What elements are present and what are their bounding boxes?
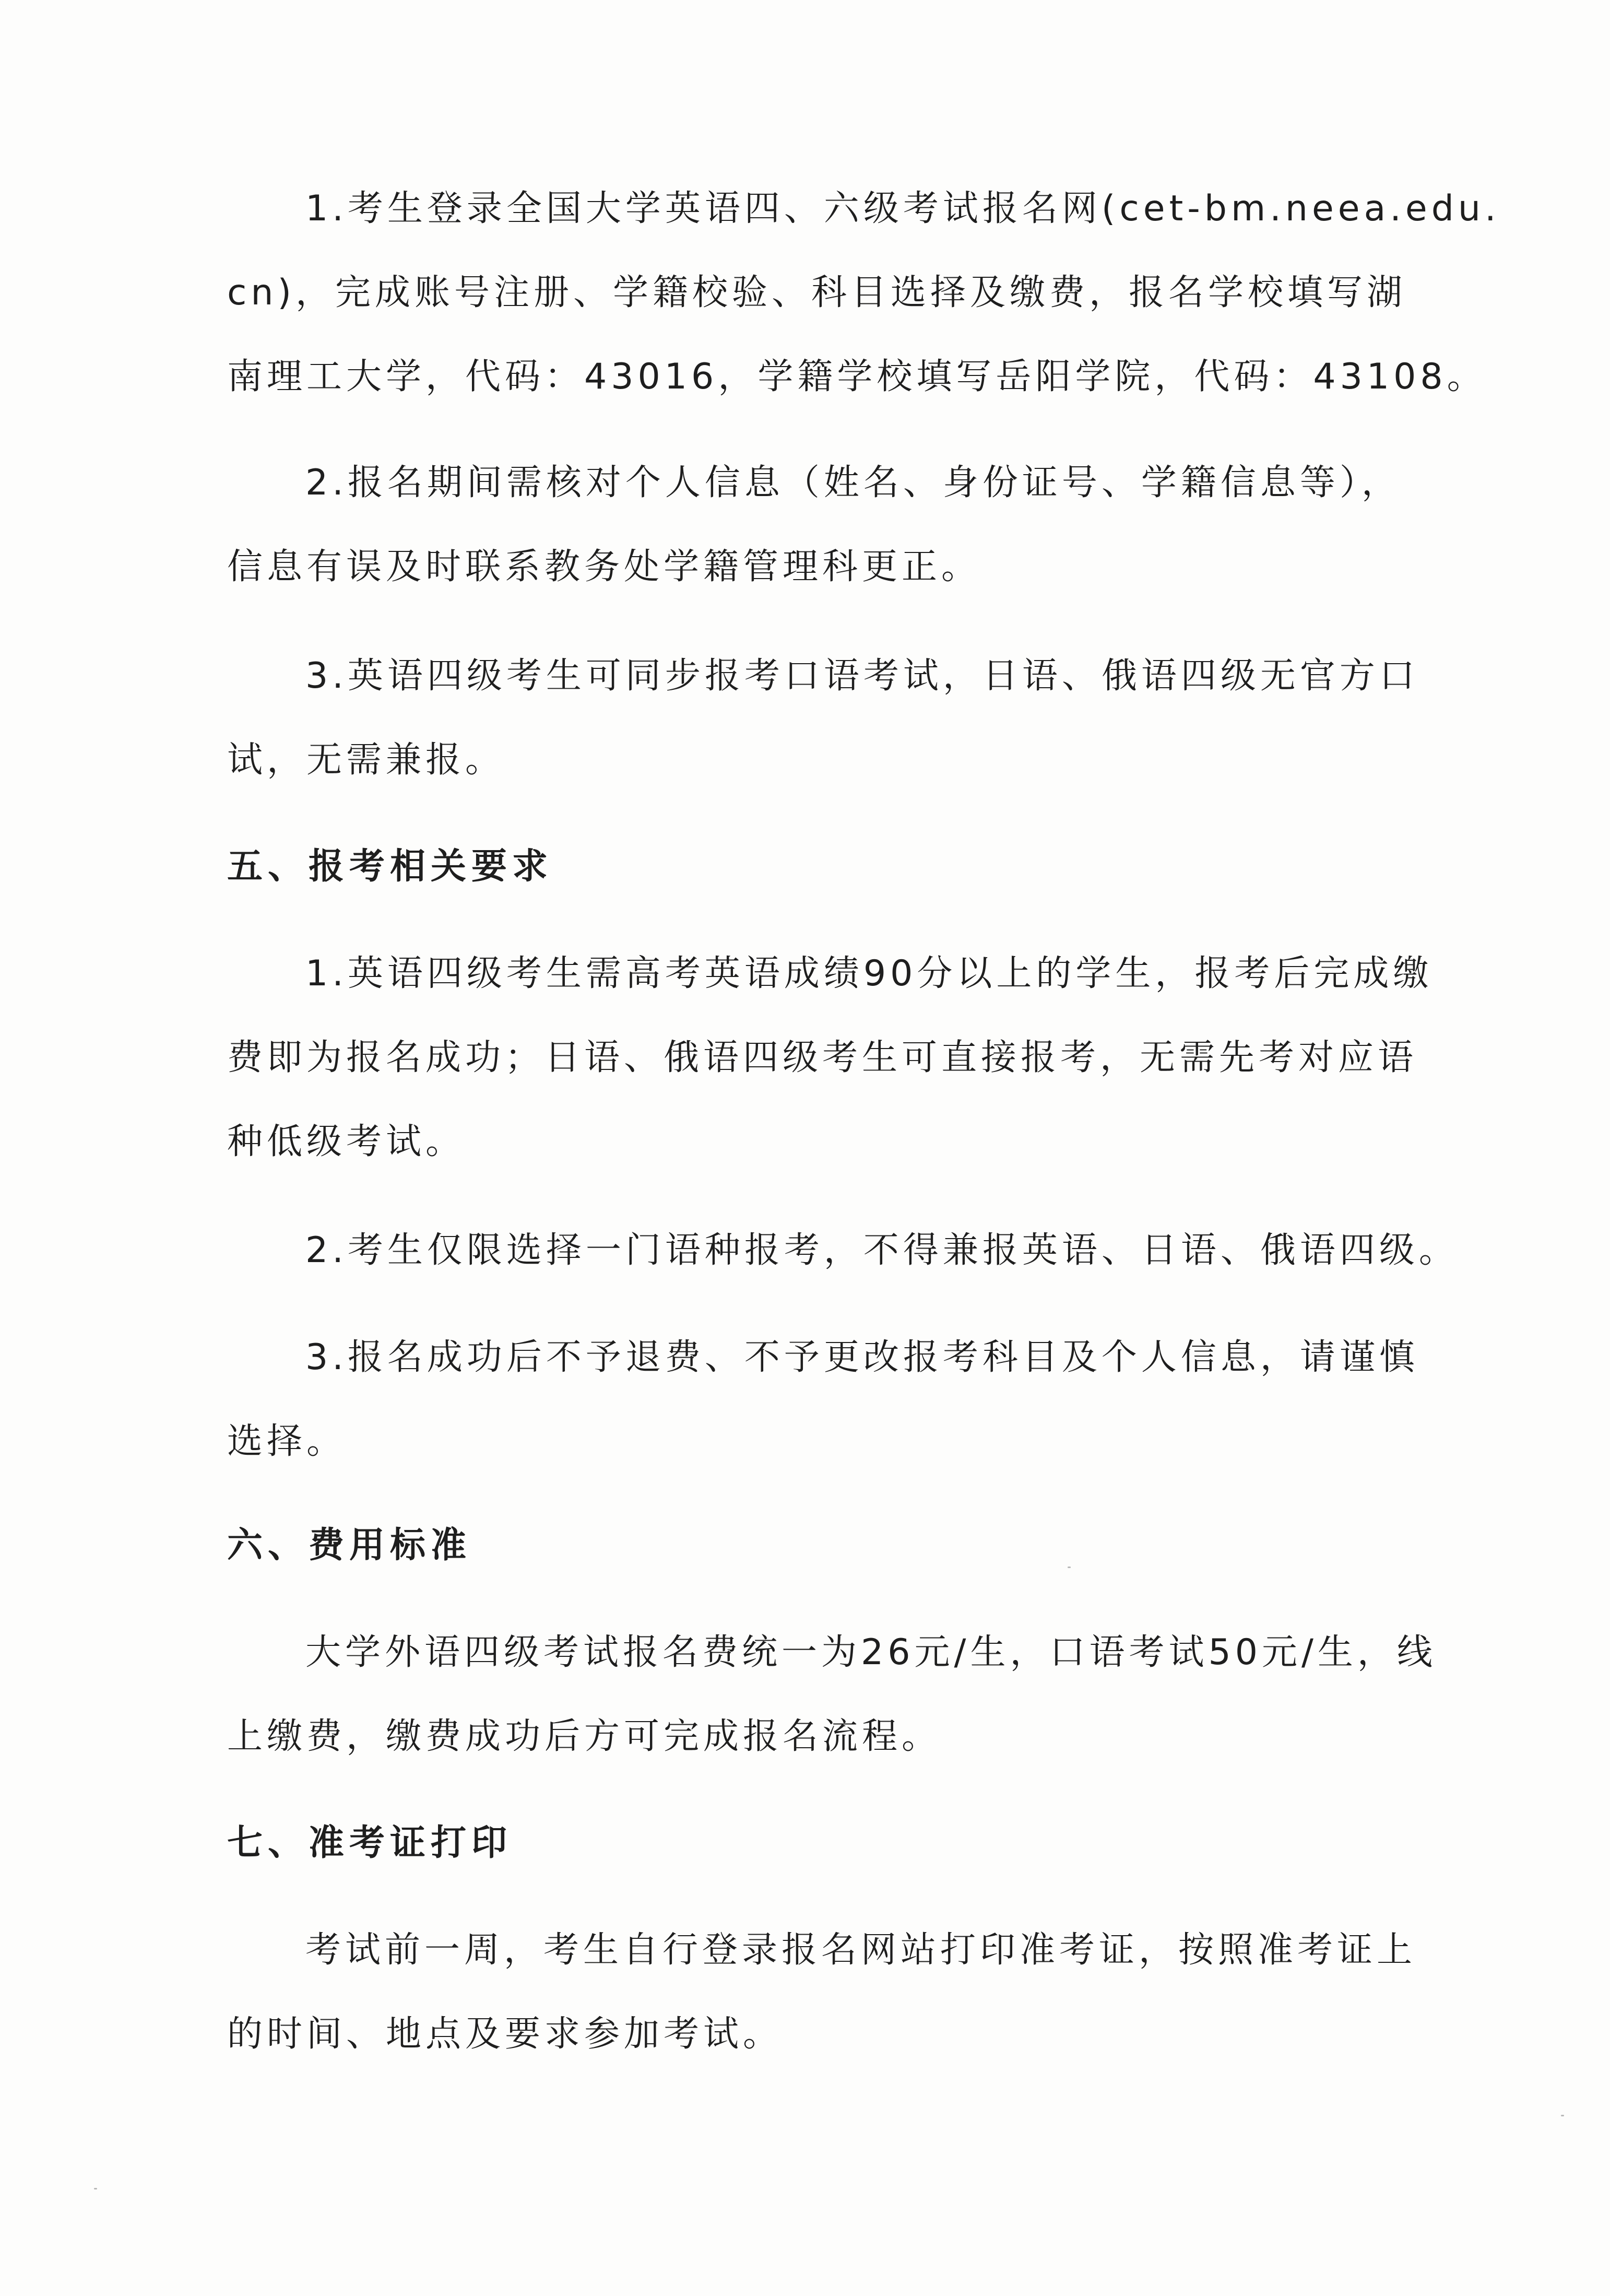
paragraph-2-line-2: 信息有误及时联系教务处学籍管理科更正。 — [227, 546, 981, 587]
paragraph-2-line-1: 2.报名期间需核对个人信息（姓名、身份证号、学籍信息等）， — [305, 462, 1401, 503]
paragraph-3-line-2: 试，无需兼报。 — [227, 739, 505, 781]
paragraph-1-line-2: cn)，完成账号注册、学籍校验、科目选择及缴费，报名学校填写湖 — [227, 272, 1407, 313]
section-5-paragraph-3-line-1: 3.报名成功后不予退费、不予更改报考科目及个人信息，请谨慎 — [305, 1337, 1419, 1378]
scan-speck — [94, 2188, 97, 2189]
section-6-heading: 六、费用标准 — [227, 1525, 472, 1566]
section-5-paragraph-1-line-2: 费即为报名成功；日语、俄语四级考生可直接报考，无需先考对应语 — [227, 1037, 1418, 1078]
scan-speck — [1068, 1567, 1071, 1568]
section-7-paragraph-1-line-2: 的时间、地点及要求参加考试。 — [227, 2014, 783, 2055]
section-5-paragraph-2-line-1: 2.考生仅限选择一门语种报考，不得兼报英语、日语、俄语四级。 — [305, 1230, 1459, 1271]
paragraph-3-line-1: 3.英语四级考生可同步报考口语考试，日语、俄语四级无官方口 — [305, 655, 1419, 697]
paragraph-1-line-1: 1.考生登录全国大学英语四、六级考试报名网(cet-bm.neea.edu. — [305, 188, 1500, 229]
paragraph-1-line-3: 南理工大学，代码：43016，学籍学校填写岳阳学院，代码：43108。 — [227, 356, 1487, 397]
section-5-paragraph-1-line-1: 1.英语四级考生需高考英语成绩90分以上的学生，报考后完成缴 — [305, 953, 1433, 994]
section-5-paragraph-1-line-3: 种低级考试。 — [227, 1121, 466, 1162]
section-5-heading: 五、报考相关要求 — [227, 846, 553, 887]
section-6-paragraph-1-line-2: 上缴费，缴费成功后方可完成报名流程。 — [227, 1716, 942, 1757]
section-5-paragraph-3-line-2: 选择。 — [227, 1421, 347, 1462]
section-7-heading: 七、准考证打印 — [227, 1822, 513, 1864]
section-7-paragraph-1-line-1: 考试前一周，考生自行登录报名网站打印准考证，按照准考证上 — [305, 1929, 1417, 1971]
scan-speck — [1561, 2115, 1564, 2116]
section-6-paragraph-1-line-1: 大学外语四级考试报名费统一为26元/生，口语考试50元/生，线 — [305, 1632, 1437, 1673]
